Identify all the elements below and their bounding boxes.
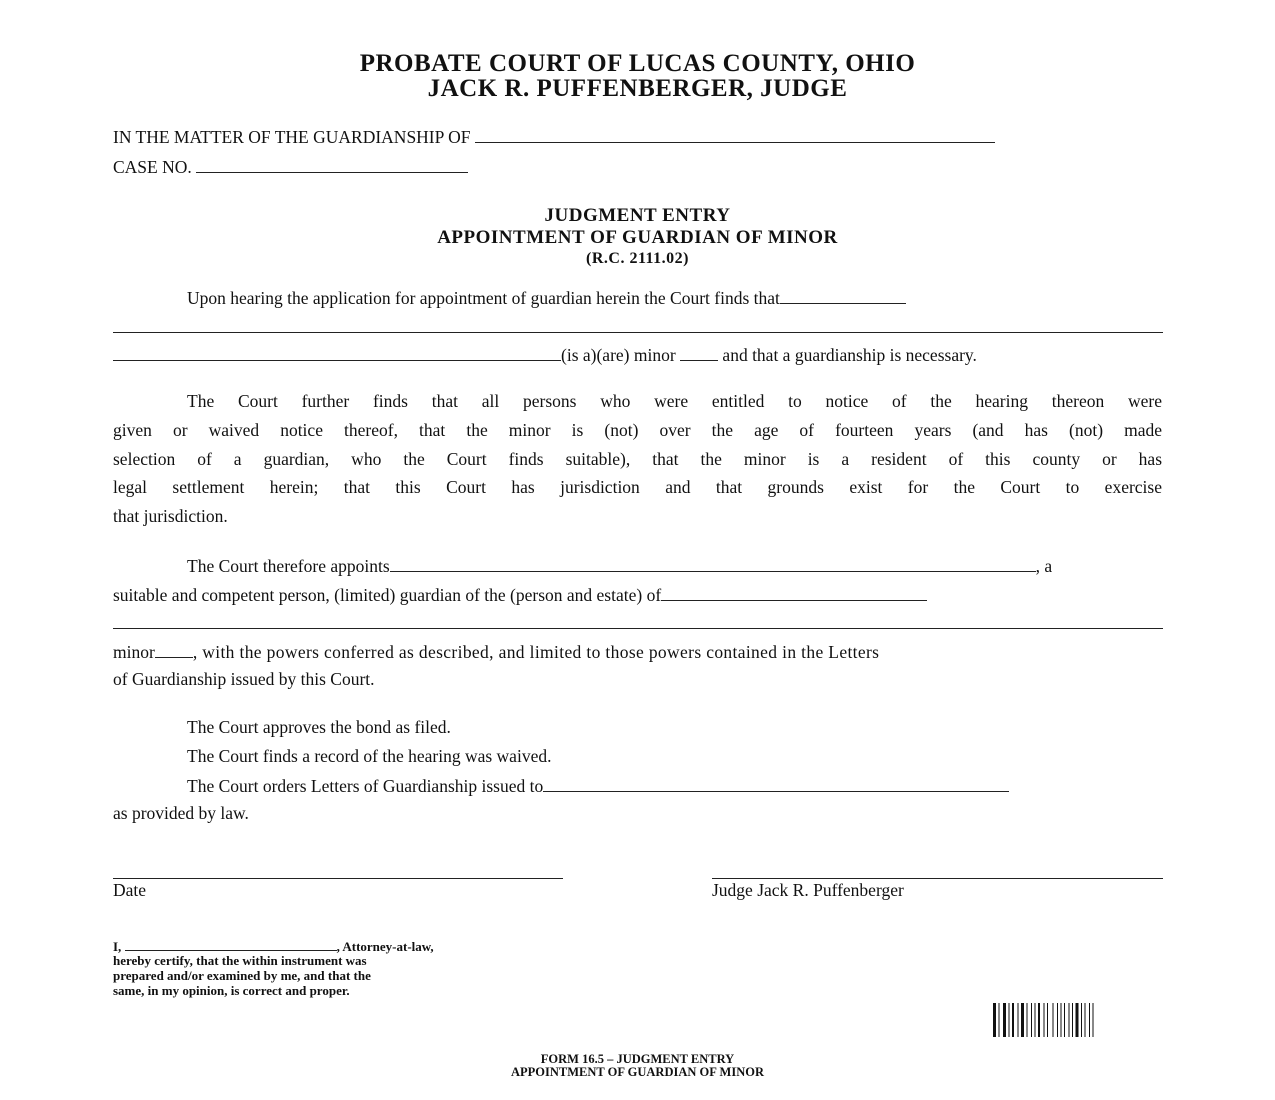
statute-reference: (R.C. 2111.02) [586, 250, 689, 267]
guardianship-necessary-text: and that a guardianship is necessary. [722, 345, 977, 365]
appoints-lead-end: , a [1035, 556, 1053, 576]
minor-word: minor [113, 642, 155, 662]
guardianship-of-row [113, 125, 995, 148]
attorney-line-1 [113, 938, 434, 954]
letters-issued-to-field[interactable] [543, 774, 1009, 792]
judge-name: JACK R. PUFFENBERGER, JUDGE [427, 75, 848, 102]
ward-of-field-2[interactable] [113, 628, 1163, 629]
powers-text: , with the powers conferred as described, and limited to those powers contained in the Letters [192, 642, 880, 662]
case-number-field[interactable] [196, 155, 468, 173]
ward-of-field-1[interactable] [661, 583, 927, 601]
date-label: Date [113, 880, 147, 900]
date-signature-line[interactable] [113, 878, 563, 879]
guardianship-of-label: IN THE MATTER OF THE GUARDIANSHIP OF [113, 127, 471, 147]
attorney-line-4: same, in my opinion, is correct and proper. [113, 983, 350, 998]
minor-name-field-2[interactable] [113, 332, 1163, 333]
record-waived: The Court finds a record of the hearing was waived. [187, 746, 552, 766]
judge-signature-line[interactable] [712, 878, 1163, 879]
ward-name-field[interactable] [475, 125, 995, 143]
appoints-lead: The Court therefore appoints [187, 556, 390, 576]
barcode [993, 1003, 1163, 1037]
form-title: JUDGMENT ENTRY [544, 205, 731, 226]
form-subtitle: APPOINTMENT OF GUARDIAN OF MINOR [437, 227, 838, 248]
further-finds-line-5: that jurisdiction. [113, 506, 228, 526]
footer-form-title: APPOINTMENT OF GUARDIAN OF MINOR [510, 1065, 764, 1079]
minor-plural-field-2[interactable] [155, 640, 193, 658]
attorney-name-field[interactable] [125, 938, 337, 951]
minor-status-row [113, 343, 977, 366]
case-number-row [113, 155, 468, 178]
further-finds-line-4: legal settlement herein; that this Court has jurisdiction and that grounds exist for the Court to exercise [113, 477, 1162, 497]
guardian-name-field[interactable] [390, 554, 1036, 572]
guardian-of-text: suitable and competent person, (limited) guardian of the (person and estate) of [113, 585, 662, 605]
attorney-prefix: I, [113, 939, 122, 954]
attorney-line-3: prepared and/or examined by me, and that the [113, 968, 371, 983]
case-number-label: CASE NO. [113, 157, 192, 177]
court-name: PROBATE COURT OF LUCAS COUNTY, OHIO [359, 50, 916, 77]
letters-row [187, 774, 1009, 797]
guardian-of-row [113, 583, 927, 606]
finding-row [187, 286, 906, 309]
attorney-suffix: , Attorney-at-law, [336, 939, 434, 954]
bond-approval: The Court approves the bond as filed. [187, 717, 451, 737]
appoints-row [187, 554, 1052, 577]
minor-name-field-3[interactable] [113, 343, 561, 361]
further-finds-line-3: selection of a guardian, who the Court finds suitable), that the minor is a resident of this county or has [113, 449, 1162, 469]
further-finds-line-1: The Court further finds that all persons who were entitled to notice of the hearing thereon were [187, 391, 1162, 411]
footer-form-number: FORM 16.5 – JUDGMENT ENTRY [540, 1052, 735, 1066]
powers-row [113, 640, 1162, 663]
judge-label: Judge Jack R. Puffenberger [712, 880, 904, 900]
attorney-line-2: hereby certify, that the within instrument was [113, 953, 367, 968]
letters-issued-text: The Court orders Letters of Guardianship issued to [187, 776, 544, 796]
minor-name-field-1[interactable] [780, 286, 906, 304]
finding-lead: Upon hearing the application for appointment of guardian herein the Court finds that [187, 288, 780, 308]
further-finds-line-2: given or waived notice thereof, that the minor is (not) over the age of fourteen years (and has (not) made [113, 420, 1162, 440]
provided-by-law: as provided by law. [113, 803, 249, 823]
minor-status-text: (is a)(are) minor [561, 345, 676, 365]
powers-line-2: of Guardianship issued by this Court. [113, 669, 375, 689]
minor-plural-field[interactable] [680, 343, 718, 361]
